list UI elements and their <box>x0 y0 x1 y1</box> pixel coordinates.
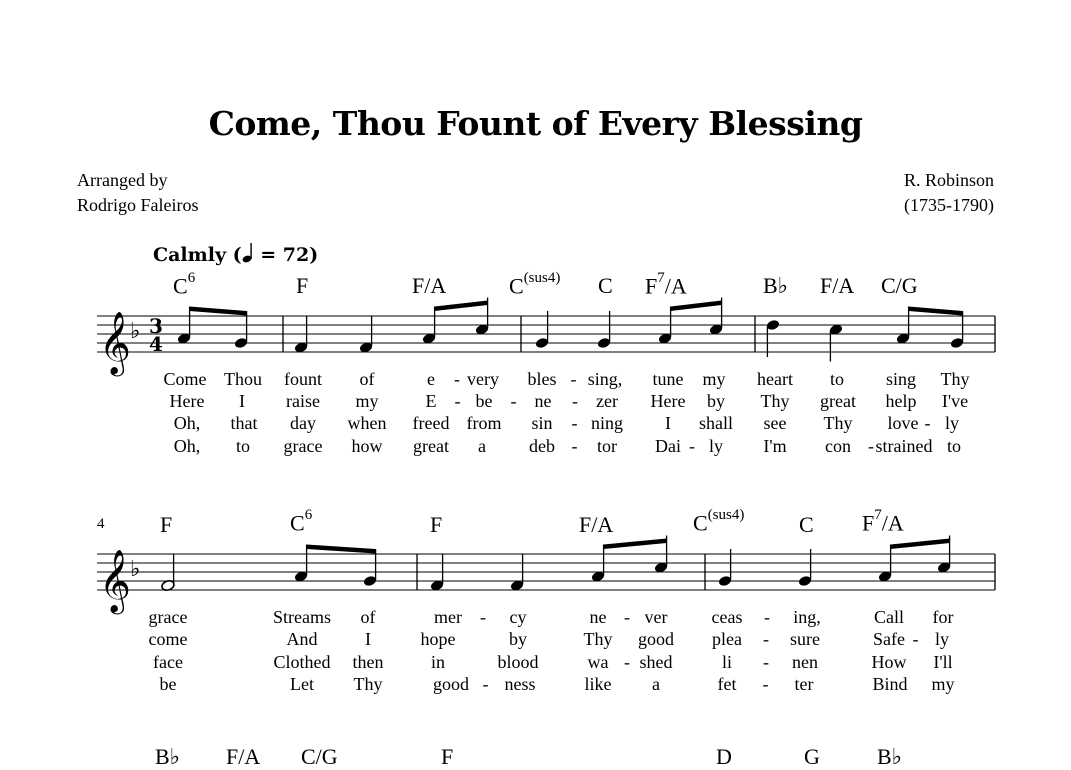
lyric-syllable: sing, <box>587 369 623 389</box>
lyric-hyphen: - <box>570 369 577 389</box>
lyric-syllable: Thy <box>583 629 613 649</box>
chord-symbol: F/A <box>412 273 447 298</box>
lyric-syllable: tune <box>652 369 684 389</box>
chord-symbol: C/G <box>301 744 338 769</box>
lyric-hyphen: - <box>572 391 578 411</box>
lyric-hyphen: - <box>764 607 770 627</box>
lyric-syllable: Here <box>169 391 205 411</box>
lyric-hyphen: - <box>454 369 460 389</box>
lyric-syllable: good <box>433 674 469 694</box>
lyric-syllable: Here <box>650 391 686 411</box>
lyric-syllable: li <box>721 652 733 672</box>
lyric-syllable: Streams <box>273 607 331 627</box>
lyric-syllable: by <box>509 629 527 649</box>
lyric-syllable: bles <box>527 369 557 389</box>
lyric-syllable: I'll <box>933 652 953 672</box>
staff-system-1 <box>97 298 995 378</box>
lyric-syllable: E <box>425 391 437 411</box>
lyric-syllable: my <box>702 369 726 389</box>
lyric-syllable: grace <box>148 607 188 627</box>
lyric-syllable: Thy <box>940 369 970 389</box>
lyric-syllable: help <box>885 391 917 411</box>
chord-symbol: C <box>598 273 613 298</box>
lyric-hyphen: - <box>763 652 769 672</box>
chord-symbol: F <box>441 744 454 769</box>
lyric-syllable: Dai <box>655 436 681 456</box>
chord-symbol: F <box>296 273 309 298</box>
treble-clef-icon: 𝄞 <box>99 311 131 374</box>
lyric-hyphen: - <box>762 674 769 694</box>
lyric-syllable: Thy <box>760 391 790 411</box>
lyric-syllable: like <box>584 674 612 694</box>
chord-symbol: $C^{(sus4)}$ <box>509 270 561 299</box>
lyric-syllable: ness <box>504 674 536 694</box>
lyric-syllable: I <box>665 413 671 433</box>
lyric-syllable: grace <box>283 436 323 456</box>
lyric-syllable: How <box>871 652 907 672</box>
chord-symbol: C <box>799 512 814 537</box>
lyric-syllable: strained <box>875 436 933 456</box>
lyric-syllable: of <box>359 369 375 389</box>
lyric-syllable: great <box>413 436 449 456</box>
composer-name: R. Robinson <box>903 170 994 190</box>
chord-symbol: C/G <box>881 273 918 298</box>
lyric-syllable: ly <box>944 413 960 433</box>
lyric-syllable: how <box>351 436 383 456</box>
lyric-syllable: zer <box>596 391 618 411</box>
lyric-hyphen: - <box>624 607 630 627</box>
lyric-syllable: sing <box>885 369 917 389</box>
lyric-syllable: my <box>355 391 379 411</box>
chord-symbol: $C^{(sus4)}$ <box>693 507 745 536</box>
chord-symbol: F/A <box>226 744 261 769</box>
lyric-syllable: come <box>148 629 188 649</box>
lyric-hyphen: - <box>924 413 931 433</box>
lyric-syllable: I <box>365 629 371 649</box>
lyric-syllable: to <box>946 436 962 456</box>
time-signature-top: 3 <box>149 314 163 338</box>
lyric-syllable: to <box>829 369 845 389</box>
treble-clef-icon: 𝄞 <box>99 549 131 612</box>
lyric-syllable: be <box>159 674 177 694</box>
composer-dates: (1735-1790) <box>904 195 994 215</box>
lyric-syllable: I'm <box>763 436 787 456</box>
lyric-hyphen: - <box>482 674 489 694</box>
note-beam <box>891 539 950 550</box>
lyric-hyphen: - <box>454 391 461 411</box>
lyric-syllable: Thy <box>353 674 383 694</box>
note-beam <box>604 539 667 550</box>
lyric-syllable: see <box>763 413 787 433</box>
lyric-syllable: Thou <box>224 369 262 389</box>
lyric-syllable: a <box>478 436 486 456</box>
lyric-syllable: ver <box>644 607 668 627</box>
note-beam <box>435 301 488 312</box>
lyric-hyphen: - <box>571 413 578 433</box>
lyric-syllable: I <box>239 391 245 411</box>
lyric-syllable: mer <box>434 607 462 627</box>
lyric-syllable: e <box>427 369 435 389</box>
note-beam <box>671 301 722 312</box>
lyric-syllable: Thy <box>823 413 853 433</box>
lyric-hyphen: - <box>912 629 919 649</box>
arranger-label: Arranged by <box>77 170 168 190</box>
lyric-syllable: con <box>825 436 851 456</box>
lyric-syllable: when <box>347 413 387 433</box>
lyric-syllable: my <box>931 674 955 694</box>
chord-symbol: $F^7/A$ <box>862 507 904 536</box>
lyric-syllable: fount <box>284 369 322 389</box>
measure-number: 4 <box>97 516 105 532</box>
lyric-syllable: ning <box>590 413 624 433</box>
lyric-syllable: Call <box>874 607 904 627</box>
lyric-syllable: I've <box>941 391 969 411</box>
lyric-syllable: that <box>230 413 258 433</box>
lyric-syllable: ly <box>708 436 724 456</box>
chord-symbol: D <box>716 744 732 769</box>
lyric-hyphen: - <box>624 652 630 672</box>
lyric-syllable: then <box>352 652 384 672</box>
lyric-syllable: plea <box>712 629 742 649</box>
lyric-syllable: deb <box>529 436 555 456</box>
lyric-syllable: love <box>887 413 919 433</box>
chord-symbol: F/A <box>579 512 614 537</box>
lyric-syllable: nen <box>792 652 818 672</box>
lyric-syllable: of <box>360 607 376 627</box>
tempo-marking: Calmly ( = 72) <box>153 244 319 266</box>
chord-symbol: $C^6$ <box>173 270 196 299</box>
lyric-syllable: ing, <box>793 607 821 627</box>
lyric-syllable: And <box>286 629 318 649</box>
chord-symbol: $F^7/A$ <box>645 270 687 299</box>
chord-symbol: B♭ <box>877 744 903 769</box>
lyric-syllable: sin <box>531 413 553 433</box>
chord-symbol: G <box>804 744 820 769</box>
lyric-syllable: ly <box>934 629 950 649</box>
lyric-syllable: ne <box>534 391 552 411</box>
song-title: Come, Thou Fount of Every Blessing <box>208 104 863 143</box>
lyric-hyphen: - <box>689 436 695 456</box>
lyric-syllable: freed <box>412 413 450 433</box>
lyric-syllable: by <box>707 391 725 411</box>
lyric-syllable: ne <box>589 607 607 627</box>
lyric-syllable: ter <box>794 674 814 694</box>
lyric-syllable: tor <box>597 436 617 456</box>
lyric-syllable: for <box>932 607 954 627</box>
lyric-syllable: Let <box>290 674 314 694</box>
lyric-syllable: ceas <box>711 607 743 627</box>
lyric-syllable: hope <box>420 629 456 649</box>
lyric-syllable: fet <box>717 674 737 694</box>
lyric-syllable: in <box>430 652 446 672</box>
lyric-syllable: from <box>466 413 502 433</box>
lyric-syllable: Oh, <box>173 436 201 456</box>
flat-key-signature-icon: ♭ <box>130 557 141 582</box>
lyric-syllable: Safe <box>873 629 905 649</box>
chord-symbol: B♭ <box>763 273 789 298</box>
chord-symbol: F/A <box>820 273 855 298</box>
lyric-syllable: face <box>153 652 183 672</box>
lyric-syllable: sure <box>790 629 820 649</box>
lyric-hyphen: - <box>763 629 769 649</box>
chord-symbol: F <box>160 512 173 537</box>
lyric-syllable: Clothed <box>273 652 331 672</box>
lyric-hyphen: - <box>571 436 578 456</box>
lyric-syllable: be <box>475 391 493 411</box>
lyric-syllable: day <box>290 413 316 433</box>
lyric-syllable: Oh, <box>173 413 201 433</box>
time-signature-bottom: 4 <box>149 332 163 356</box>
lyric-syllable: Come <box>163 369 207 389</box>
arranger-name: Rodrigo Faleiros <box>77 195 199 215</box>
lyric-syllable: great <box>820 391 856 411</box>
lyric-hyphen: - <box>868 436 874 456</box>
lyric-syllable: shed <box>639 652 673 672</box>
lyric-syllable: raise <box>286 391 320 411</box>
staff-system-2 <box>97 536 995 616</box>
note-beam <box>190 307 247 316</box>
chord-symbol: $C^6$ <box>290 507 313 536</box>
lyric-hyphen: - <box>480 607 486 627</box>
flat-key-signature-icon: ♭ <box>130 319 141 344</box>
note-beam <box>909 307 963 316</box>
lyric-syllable: good <box>638 629 674 649</box>
lyric-syllable: blood <box>497 652 539 672</box>
lyric-syllable: shall <box>699 413 733 433</box>
chord-symbol: B♭ <box>155 744 181 769</box>
lyric-syllable: Bind <box>872 674 908 694</box>
lyric-syllable: heart <box>757 369 793 389</box>
lyric-syllable: to <box>235 436 251 456</box>
lyric-hyphen: - <box>510 391 517 411</box>
lyric-syllable: a <box>652 674 660 694</box>
note-beam <box>307 545 376 554</box>
chord-symbol: F <box>430 512 443 537</box>
lyric-syllable: cy <box>509 607 527 627</box>
lyric-syllable: very <box>467 369 499 389</box>
lyric-syllable: wa <box>587 652 609 672</box>
